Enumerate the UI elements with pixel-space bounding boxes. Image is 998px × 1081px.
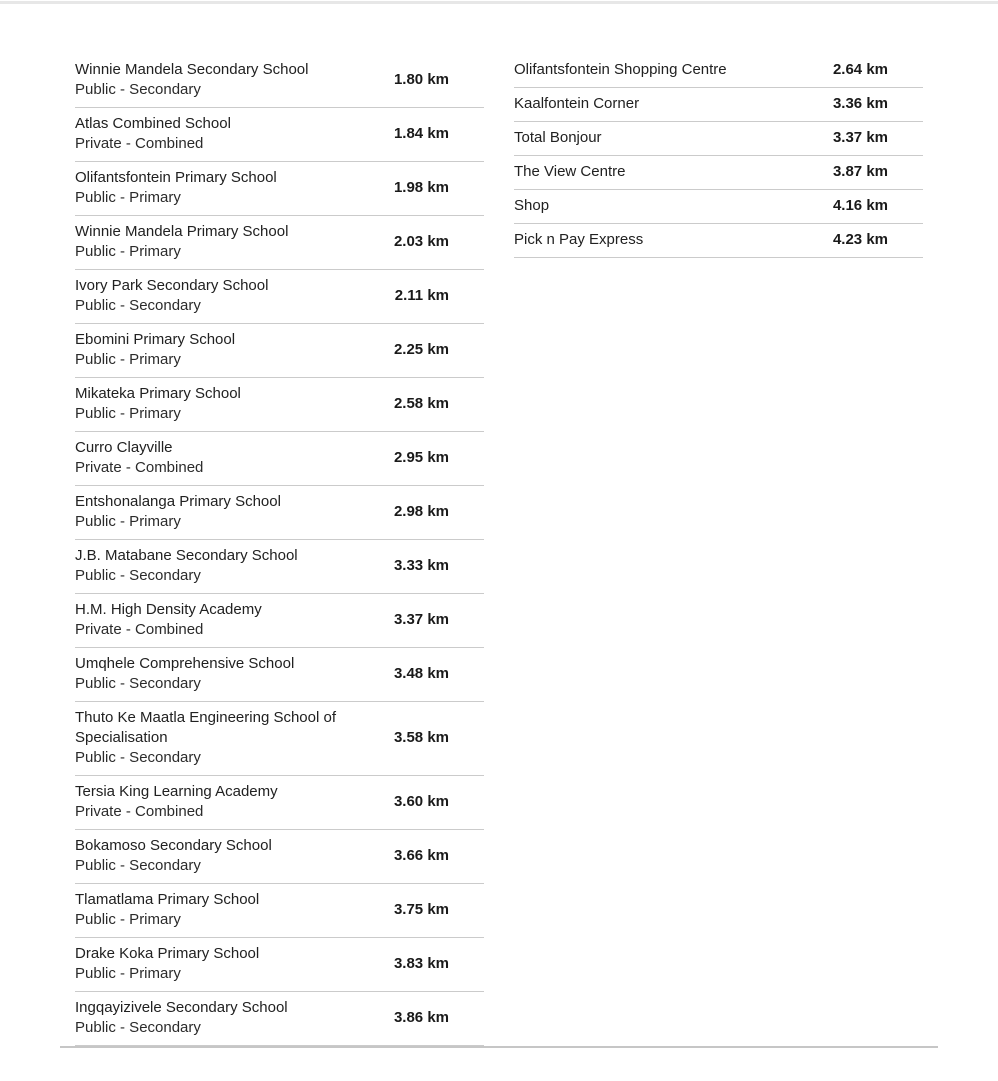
school-distance: 3.83 km (393, 955, 449, 972)
school-name: H.M. High Density Academy (75, 601, 262, 618)
shop-distance: 2.64 km (832, 61, 888, 78)
school-distance: 3.33 km (393, 557, 449, 574)
school-distance: 2.58 km (393, 395, 449, 412)
shop-text (514, 196, 798, 216)
shop-name: Shop (514, 197, 550, 214)
school-distance: 3.37 km (393, 611, 449, 628)
school-type: Public - Primary (75, 513, 181, 530)
school-distance: 3.48 km (393, 665, 449, 682)
school-distance: 2.11 km (394, 287, 449, 304)
school-list-item (75, 378, 484, 432)
school-list-item (75, 992, 484, 1046)
school-distance: 3.75 km (393, 901, 449, 918)
shop-distance: 3.36 km (832, 95, 888, 112)
school-type: Public - Secondary (75, 567, 201, 584)
school-text (75, 60, 359, 100)
school-distance: 3.58 km (393, 729, 449, 746)
school-text (75, 276, 359, 316)
school-list-item (75, 54, 484, 108)
school-text (75, 384, 359, 424)
school-type: Private - Combined (75, 803, 204, 820)
school-distance: 3.60 km (393, 793, 449, 810)
school-type: Public - Primary (75, 965, 181, 982)
school-name: Ivory Park Secondary School (75, 277, 269, 294)
school-list-item (75, 702, 484, 776)
shop-distance: 4.23 km (832, 231, 888, 248)
school-name: Mikateka Primary School (75, 385, 241, 402)
shop-list-item (514, 156, 923, 190)
school-text (75, 708, 359, 768)
shop-text (514, 94, 798, 114)
school-name: Winnie Mandela Secondary School (75, 61, 309, 78)
school-distance: 3.86 km (393, 1009, 449, 1026)
shops-list (514, 54, 923, 258)
nearby-places-panel (60, 4, 938, 1048)
school-text (75, 998, 359, 1038)
schools-list (75, 54, 484, 1046)
school-distance: 2.95 km (393, 449, 449, 466)
school-type: Public - Secondary (75, 1019, 201, 1036)
school-name: Bokamoso Secondary School (75, 837, 272, 854)
school-distance: 3.66 km (393, 847, 449, 864)
school-list-item (75, 324, 484, 378)
school-distance: 1.84 km (393, 125, 449, 142)
school-type: Public - Secondary (75, 297, 201, 314)
shop-name: Pick n Pay Express (514, 231, 644, 248)
school-text (75, 944, 359, 984)
school-text (75, 114, 359, 154)
shop-name: The View Centre (514, 163, 626, 180)
shop-distance: 3.87 km (832, 163, 888, 180)
shop-list-item (514, 224, 923, 258)
school-type: Public - Secondary (75, 749, 201, 766)
school-name: Curro Clayville (75, 439, 173, 456)
school-list-item (75, 162, 484, 216)
school-type: Public - Primary (75, 405, 181, 422)
school-name: J.B. Matabane Secondary School (75, 547, 298, 564)
school-type: Private - Combined (75, 621, 204, 638)
school-text (75, 654, 359, 694)
school-type: Public - Primary (75, 243, 181, 260)
school-type: Public - Secondary (75, 81, 201, 98)
shop-name: Olifantsfontein Shopping Centre (514, 61, 727, 78)
shop-list-item (514, 88, 923, 122)
school-list-item (75, 830, 484, 884)
shop-list-item (514, 54, 923, 88)
shop-name: Total Bonjour (514, 129, 602, 146)
school-name: Tersia King Learning Academy (75, 783, 278, 800)
school-text (75, 438, 359, 478)
shop-distance: 4.16 km (832, 197, 888, 214)
school-type: Public - Primary (75, 911, 181, 928)
school-list-item (75, 884, 484, 938)
school-text (75, 546, 359, 586)
school-list-item (75, 216, 484, 270)
school-list-item (75, 938, 484, 992)
shop-list-item (514, 190, 923, 224)
school-distance: 2.25 km (393, 341, 449, 358)
school-type: Public - Secondary (75, 857, 201, 874)
school-type: Public - Primary (75, 189, 181, 206)
school-text (75, 330, 359, 370)
two-column-layout (75, 54, 923, 1046)
school-list-item (75, 540, 484, 594)
school-list-item (75, 486, 484, 540)
school-name: Drake Koka Primary School (75, 945, 260, 962)
school-name: Ingqayizivele Secondary School (75, 999, 288, 1016)
school-text (75, 890, 359, 930)
school-list-item (75, 108, 484, 162)
school-name: Umqhele Comprehensive School (75, 655, 295, 672)
school-list-item (75, 432, 484, 486)
school-type: Public - Secondary (75, 675, 201, 692)
school-type: Private - Combined (75, 135, 204, 152)
school-list-item (75, 648, 484, 702)
school-text (75, 600, 359, 640)
school-list-item (75, 270, 484, 324)
school-list-item (75, 776, 484, 830)
shop-text (514, 230, 798, 250)
school-name: Thuto Ke Maatla Engineering School of Specialisation (75, 709, 336, 746)
school-name: Olifantsfontein Primary School (75, 169, 277, 186)
school-type: Public - Primary (75, 351, 181, 368)
school-type: Private - Combined (75, 459, 204, 476)
school-distance: 2.98 km (393, 503, 449, 520)
school-name: Winnie Mandela Primary School (75, 223, 289, 240)
school-text (75, 492, 359, 532)
school-name: Ebomini Primary School (75, 331, 236, 348)
shop-distance: 3.37 km (832, 129, 888, 146)
school-text (75, 168, 359, 208)
school-name: Entshonalanga Primary School (75, 493, 281, 510)
school-text (75, 222, 359, 262)
shop-list-item (514, 122, 923, 156)
school-distance: 1.98 km (393, 179, 449, 196)
shop-name: Kaalfontein Corner (514, 95, 640, 112)
school-name: Atlas Combined School (75, 115, 231, 132)
shop-text (514, 128, 798, 148)
school-list-item (75, 594, 484, 648)
school-distance: 2.03 km (393, 233, 449, 250)
school-distance: 1.80 km (393, 71, 449, 88)
shop-text (514, 60, 798, 80)
school-name: Tlamatlama Primary School (75, 891, 260, 908)
shop-text (514, 162, 798, 182)
school-text (75, 836, 359, 876)
school-text (75, 782, 359, 822)
